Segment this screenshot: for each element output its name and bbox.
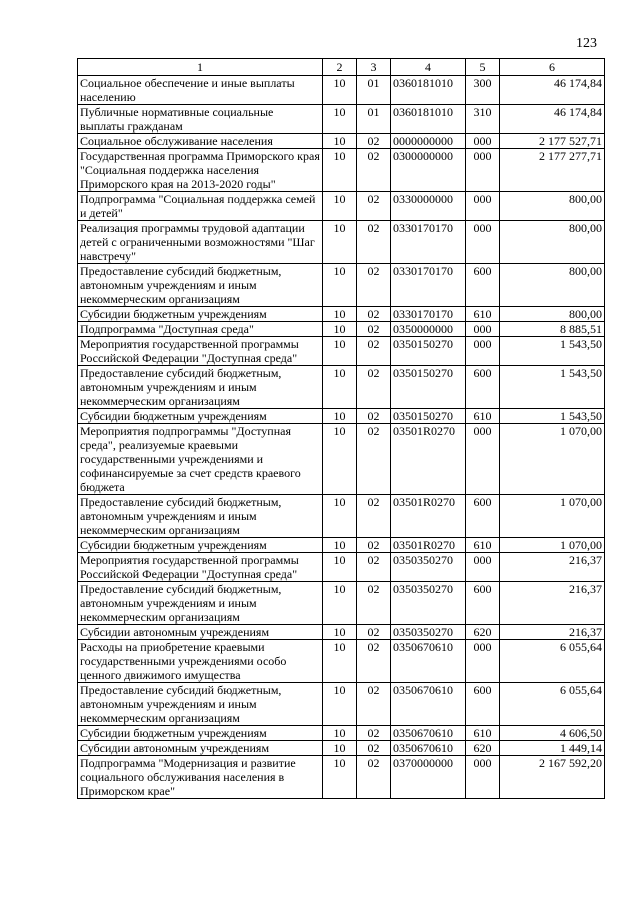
- target-article-cell: 0350350270: [391, 582, 466, 625]
- amount-cell: 2 177 527,71: [500, 134, 605, 149]
- amount-cell: 46 174,84: [500, 105, 605, 134]
- expense-type-cell: 310: [466, 105, 500, 134]
- target-article-cell: 0350350270: [391, 625, 466, 640]
- expense-type-cell: 600: [466, 683, 500, 726]
- section-code-cell: 10: [323, 366, 357, 409]
- section-code-cell: 10: [323, 538, 357, 553]
- column-header: 1: [78, 59, 323, 76]
- row-name-cell: Подпрограмма "Социальная поддержка семей и детей": [78, 192, 323, 221]
- row-name-cell: Субсидии бюджетным учреждениям: [78, 726, 323, 741]
- section-code-cell: 10: [323, 640, 357, 683]
- table-row: [78, 756, 605, 799]
- section-code-cell: 10: [323, 726, 357, 741]
- section-code-cell: 10: [323, 553, 357, 582]
- row-name-cell: Предоставление субсидий бюджетным, автономным учреждениям и иным некоммерческим организациям: [78, 582, 323, 625]
- subsection-code-cell: 02: [357, 264, 391, 307]
- target-article-cell: 0300000000: [391, 149, 466, 192]
- target-article-cell: 0350150270: [391, 409, 466, 424]
- column-header: 6: [500, 59, 605, 76]
- amount-cell: 1 070,00: [500, 495, 605, 538]
- subsection-code-cell: 02: [357, 741, 391, 756]
- expense-type-cell: 610: [466, 726, 500, 741]
- section-code-cell: 10: [323, 495, 357, 538]
- row-name-cell: Предоставление субсидий бюджетным, автономным учреждениям и иным некоммерческим организациям: [78, 683, 323, 726]
- table-row: [78, 741, 605, 756]
- amount-cell: 1 449,14: [500, 741, 605, 756]
- target-article-cell: 0350670610: [391, 741, 466, 756]
- row-name-cell: Социальное обслуживание населения: [78, 134, 323, 149]
- table-row: [78, 640, 605, 683]
- target-article-cell: 0350670610: [391, 726, 466, 741]
- expense-type-cell: 000: [466, 149, 500, 192]
- section-code-cell: 10: [323, 192, 357, 221]
- expense-type-cell: 300: [466, 76, 500, 105]
- section-code-cell: 10: [323, 307, 357, 322]
- table-row: [78, 105, 605, 134]
- table-row: [78, 424, 605, 495]
- row-name-cell: Субсидии автономным учреждениям: [78, 741, 323, 756]
- section-code-cell: 10: [323, 221, 357, 264]
- subsection-code-cell: 02: [357, 582, 391, 625]
- amount-cell: 1 543,50: [500, 409, 605, 424]
- expense-type-cell: 000: [466, 756, 500, 799]
- subsection-code-cell: 02: [357, 337, 391, 366]
- subsection-code-cell: 02: [357, 553, 391, 582]
- expense-type-cell: 600: [466, 366, 500, 409]
- target-article-cell: 0330170170: [391, 264, 466, 307]
- section-code-cell: 10: [323, 337, 357, 366]
- expense-type-cell: 610: [466, 307, 500, 322]
- subsection-code-cell: 02: [357, 683, 391, 726]
- row-name-cell: Государственная программа Приморского края "Социальная поддержка населения Приморского края на 2013-2020 годы": [78, 149, 323, 192]
- subsection-code-cell: 02: [357, 625, 391, 640]
- target-article-cell: 0350150270: [391, 366, 466, 409]
- target-article-cell: 0350670610: [391, 683, 466, 726]
- amount-cell: 6 055,64: [500, 683, 605, 726]
- expense-type-cell: 000: [466, 337, 500, 366]
- amount-cell: 1 070,00: [500, 538, 605, 553]
- target-article-cell: 03501R0270: [391, 424, 466, 495]
- subsection-code-cell: 02: [357, 221, 391, 264]
- section-code-cell: 10: [323, 683, 357, 726]
- section-code-cell: 10: [323, 105, 357, 134]
- row-name-cell: Мероприятия государственной программы Российской Федерации "Доступная среда": [78, 337, 323, 366]
- subsection-code-cell: 01: [357, 105, 391, 134]
- row-name-cell: Расходы на приобретение краевыми государственными учреждениями особо ценного движимого имущества: [78, 640, 323, 683]
- amount-cell: 8 885,51: [500, 322, 605, 337]
- target-article-cell: 0370000000: [391, 756, 466, 799]
- target-article-cell: 0350000000: [391, 322, 466, 337]
- subsection-code-cell: 02: [357, 149, 391, 192]
- table-row: [78, 495, 605, 538]
- amount-cell: 800,00: [500, 264, 605, 307]
- section-code-cell: 10: [323, 134, 357, 149]
- expense-type-cell: 620: [466, 625, 500, 640]
- expense-type-cell: 000: [466, 221, 500, 264]
- column-header: 5: [466, 59, 500, 76]
- subsection-code-cell: 02: [357, 726, 391, 741]
- row-name-cell: Социальное обеспечение и иные выплаты населению: [78, 76, 323, 105]
- table-row: [78, 625, 605, 640]
- table-header-row: [78, 59, 605, 76]
- expense-type-cell: 600: [466, 582, 500, 625]
- table-row: [78, 366, 605, 409]
- row-name-cell: Мероприятия подпрограммы "Доступная среда", реализуемые краевыми государственными учреждениями и софинансируемые за счет средств краевого бюджета: [78, 424, 323, 495]
- amount-cell: 1 070,00: [500, 424, 605, 495]
- table-row: [78, 192, 605, 221]
- row-name-cell: Субсидии автономным учреждениям: [78, 625, 323, 640]
- section-code-cell: 10: [323, 756, 357, 799]
- budget-table: [77, 58, 605, 799]
- subsection-code-cell: 02: [357, 134, 391, 149]
- section-code-cell: 10: [323, 582, 357, 625]
- amount-cell: 4 606,50: [500, 726, 605, 741]
- subsection-code-cell: 02: [357, 307, 391, 322]
- subsection-code-cell: 02: [357, 192, 391, 221]
- column-header: 3: [357, 59, 391, 76]
- expense-type-cell: 000: [466, 424, 500, 495]
- row-name-cell: Предоставление субсидий бюджетным, автономным учреждениям и иным некоммерческим организациям: [78, 366, 323, 409]
- section-code-cell: 10: [323, 625, 357, 640]
- target-article-cell: 0360181010: [391, 76, 466, 105]
- table-row: [78, 582, 605, 625]
- table-row: [78, 683, 605, 726]
- expense-type-cell: 000: [466, 192, 500, 221]
- target-article-cell: 03501R0270: [391, 495, 466, 538]
- column-header: 4: [391, 59, 466, 76]
- row-name-cell: Подпрограмма "Модернизация и развитие социального обслуживания населения в Приморском крае": [78, 756, 323, 799]
- target-article-cell: 0330170170: [391, 221, 466, 264]
- target-article-cell: 0360181010: [391, 105, 466, 134]
- amount-cell: 6 055,64: [500, 640, 605, 683]
- table-body: [78, 76, 605, 799]
- amount-cell: 800,00: [500, 307, 605, 322]
- subsection-code-cell: 02: [357, 322, 391, 337]
- row-name-cell: Субсидии бюджетным учреждениям: [78, 538, 323, 553]
- subsection-code-cell: 02: [357, 538, 391, 553]
- table-row: [78, 322, 605, 337]
- row-name-cell: Подпрограмма "Доступная среда": [78, 322, 323, 337]
- amount-cell: 800,00: [500, 221, 605, 264]
- amount-cell: 1 543,50: [500, 337, 605, 366]
- row-name-cell: Реализация программы трудовой адаптации детей с ограниченными возможностями "Шаг навстречу": [78, 221, 323, 264]
- table-row: [78, 307, 605, 322]
- expense-type-cell: 000: [466, 322, 500, 337]
- table-row: [78, 726, 605, 741]
- column-header: 2: [323, 59, 357, 76]
- expense-type-cell: 000: [466, 553, 500, 582]
- expense-type-cell: 600: [466, 495, 500, 538]
- row-name-cell: Субсидии бюджетным учреждениям: [78, 307, 323, 322]
- target-article-cell: 0330000000: [391, 192, 466, 221]
- subsection-code-cell: 02: [357, 756, 391, 799]
- target-article-cell: 0350150270: [391, 337, 466, 366]
- subsection-code-cell: 02: [357, 409, 391, 424]
- row-name-cell: Предоставление субсидий бюджетным, автономным учреждениям и иным некоммерческим организациям: [78, 495, 323, 538]
- amount-cell: 2 167 592,20: [500, 756, 605, 799]
- amount-cell: 46 174,84: [500, 76, 605, 105]
- table-row: [78, 76, 605, 105]
- target-article-cell: 0350670610: [391, 640, 466, 683]
- amount-cell: 216,37: [500, 553, 605, 582]
- row-name-cell: Публичные нормативные социальные выплаты гражданам: [78, 105, 323, 134]
- table-row: [78, 221, 605, 264]
- target-article-cell: 0330170170: [391, 307, 466, 322]
- table-row: [78, 134, 605, 149]
- amount-cell: 800,00: [500, 192, 605, 221]
- subsection-code-cell: 02: [357, 424, 391, 495]
- expense-type-cell: 600: [466, 264, 500, 307]
- subsection-code-cell: 02: [357, 640, 391, 683]
- expense-type-cell: 620: [466, 741, 500, 756]
- section-code-cell: 10: [323, 741, 357, 756]
- section-code-cell: 10: [323, 322, 357, 337]
- section-code-cell: 10: [323, 424, 357, 495]
- table-row: [78, 538, 605, 553]
- subsection-code-cell: 02: [357, 495, 391, 538]
- expense-type-cell: 000: [466, 134, 500, 149]
- subsection-code-cell: 02: [357, 366, 391, 409]
- row-name-cell: Субсидии бюджетным учреждениям: [78, 409, 323, 424]
- row-name-cell: Мероприятия государственной программы Российской Федерации "Доступная среда": [78, 553, 323, 582]
- section-code-cell: 10: [323, 76, 357, 105]
- table-row: [78, 149, 605, 192]
- row-name-cell: Предоставление субсидий бюджетным, автономным учреждениям и иным некоммерческим организациям: [78, 264, 323, 307]
- amount-cell: 216,37: [500, 625, 605, 640]
- subsection-code-cell: 01: [357, 76, 391, 105]
- expense-type-cell: 610: [466, 538, 500, 553]
- page-number: 123: [576, 36, 597, 51]
- amount-cell: 1 543,50: [500, 366, 605, 409]
- table-row: [78, 553, 605, 582]
- table-row: [78, 337, 605, 366]
- expense-type-cell: 000: [466, 640, 500, 683]
- table-row: [78, 264, 605, 307]
- target-article-cell: 0350350270: [391, 553, 466, 582]
- amount-cell: 2 177 277,71: [500, 149, 605, 192]
- expense-type-cell: 610: [466, 409, 500, 424]
- target-article-cell: 0000000000: [391, 134, 466, 149]
- table-row: [78, 409, 605, 424]
- section-code-cell: 10: [323, 264, 357, 307]
- target-article-cell: 03501R0270: [391, 538, 466, 553]
- section-code-cell: 10: [323, 409, 357, 424]
- section-code-cell: 10: [323, 149, 357, 192]
- amount-cell: 216,37: [500, 582, 605, 625]
